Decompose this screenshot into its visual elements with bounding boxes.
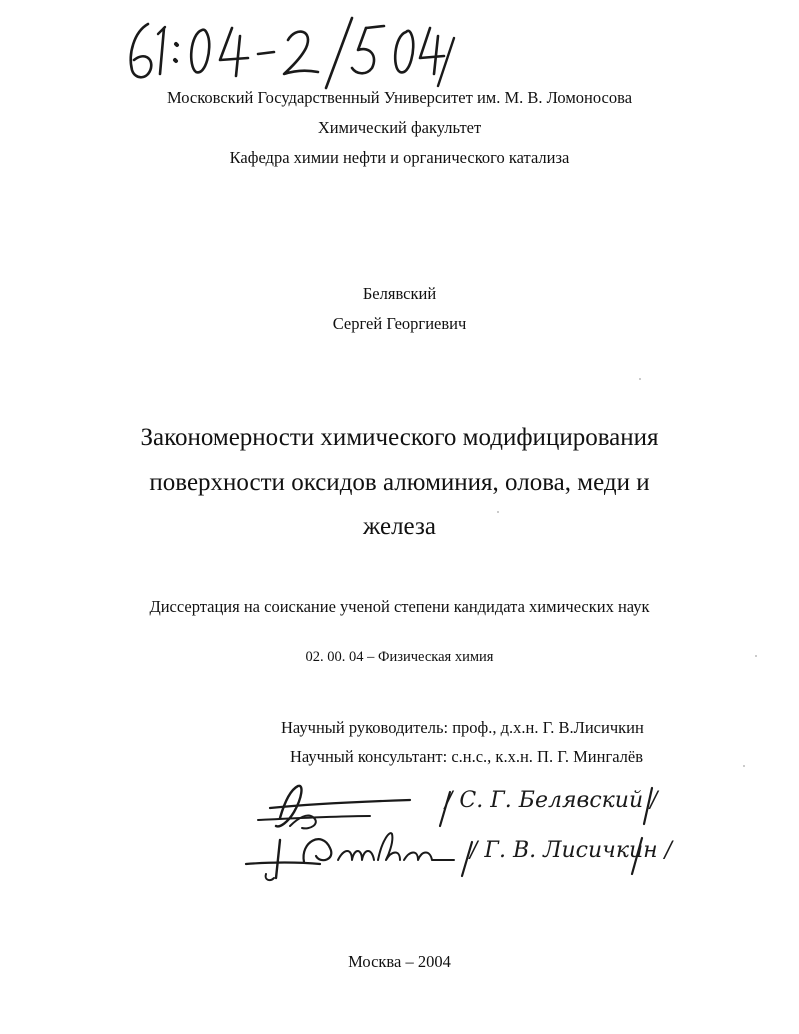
scan-speck [497,511,499,513]
scan-speck [743,765,745,767]
scan-speck [639,378,641,380]
scientific-consultant: Научный консультант: с.н.с., к.х.н. П. Г. Мингалёв [290,747,644,766]
dissertation-title-line-1: Закономерности химического модифицирования [140,424,659,451]
university-name: Московский Государственный Университет им. М. В. Ломоносова [166,88,633,107]
faculty-name: Химический факультет [317,118,482,137]
author-given-names: Сергей Георгиевич [332,314,467,333]
handwritten-archive-code [120,14,460,94]
scientific-supervisor: Научный руководитель: проф., д.х.н. Г. В.Лисичкин [281,718,644,737]
dissertation-title-line-3: железа [363,513,436,540]
author-surname: Белявский [362,284,437,303]
place-and-year: Москва – 2004 [348,952,451,971]
department-name: Кафедра химии нефти и органического катализа [229,148,570,167]
scan-speck [755,655,757,657]
signature-author-caption: / С. Г. Белявский / [445,788,658,813]
specialty-code: 02. 00. 04 – Физическая химия [305,649,494,665]
degree-statement: Диссертация на соискание ученой степени кандидата химических наук [149,597,650,616]
dissertation-title-line-2: поверхности оксидов алюминия, олова, меди и [149,469,650,496]
signature-supervisor-caption: / Г. В. Лисичкин / [470,838,673,863]
